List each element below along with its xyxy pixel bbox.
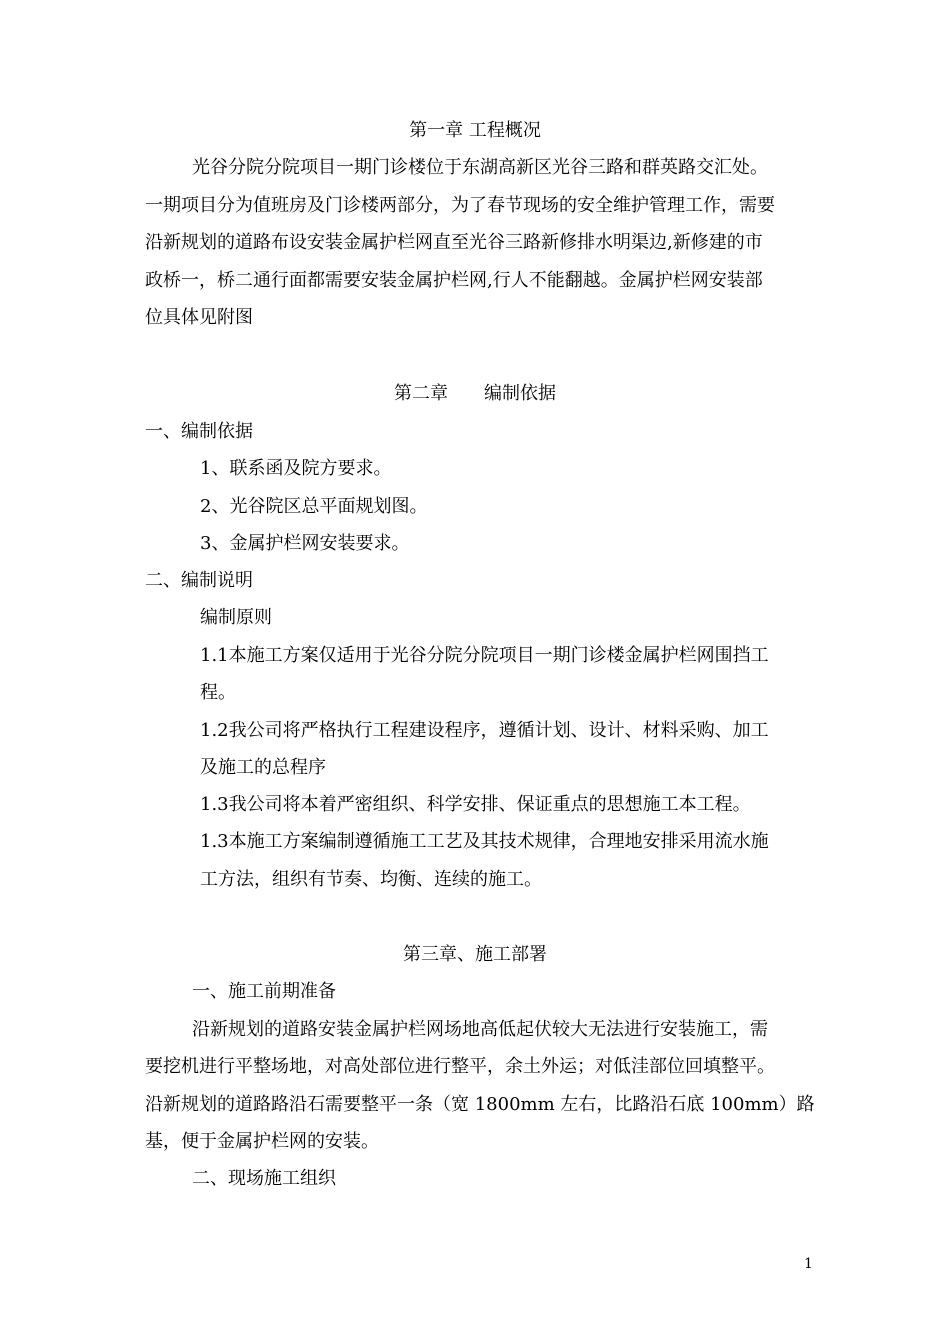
chapter-1-title: 第一章 工程概况 [409, 120, 541, 141]
section-heading: 一、施工前期准备 [192, 981, 336, 1002]
chapter-2-title: 第二章 编制依据 [394, 383, 556, 404]
page-number: 1 [804, 1256, 813, 1272]
chapter-3-para-line: 要挖机进行平整场地，对高处部位进行整平，余土外运；对低洼部位回填整平。 [145, 1056, 775, 1077]
principle-line: 程。 [200, 682, 236, 703]
list-item: 1、联系函及院方要求。 [200, 458, 392, 479]
section-heading: 二、现场施工组织 [192, 1168, 336, 1189]
principle-line: 1.3本施工方案编制遵循施工工艺及其技术规律，合理地安排采用流水施 [200, 831, 769, 852]
chapter-1-para-line: 一期项目分为值班房及门诊楼两部分，为了春节现场的安全维护管理工作，需要 [145, 195, 775, 216]
list-item: 3、金属护栏网安装要求。 [200, 533, 410, 554]
principle-line: 工方法，组织有节奏、均衡、连续的施工。 [200, 869, 542, 890]
chapter-3-title: 第三章、施工部署 [403, 944, 547, 965]
chapter-1-para-line: 政桥一，桥二通行面都需要安装金属护栏网,行人不能翻越。金属护栏网安装部 [145, 270, 763, 291]
subsection-heading: 编制原则 [200, 607, 272, 628]
chapter-3-para-line: 沿新规划的道路路沿石需要整平一条（宽 1800mm 左右，比路沿石底 100mm）路 [145, 1094, 815, 1115]
principle-line: 及施工的总程序 [200, 757, 326, 778]
chapter-1-para-line: 光谷分院分院项目一期门诊楼位于东湖高新区光谷三路和群英路交汇处。 [192, 157, 768, 178]
section-heading: 二、编制说明 [145, 570, 253, 591]
chapter-3-para-line: 沿新规划的道路安装金属护栏网场地高低起伏较大无法进行安装施工，需 [192, 1019, 768, 1040]
principle-line: 1.3我公司将本着严密组织、科学安排、保证重点的思想施工本工程。 [200, 794, 751, 815]
chapter-3-para-line: 基，便于金属护栏网的安装。 [145, 1131, 379, 1152]
chapter-1-para-line: 位具体见附图 [145, 307, 253, 328]
list-item: 2、光谷院区总平面规划图。 [200, 496, 428, 517]
section-heading: 一、编制依据 [145, 421, 253, 442]
principle-line: 1.2我公司将严格执行工程建设程序，遵循计划、设计、材料采购、加工 [200, 720, 769, 741]
principle-line: 1.1本施工方案仅适用于光谷分院分院项目一期门诊楼金属护栏网围挡工 [200, 645, 769, 666]
chapter-1-para-line: 沿新规划的道路布设安装金属护栏网直至光谷三路新修排水明渠边,新修建的市 [145, 232, 763, 253]
